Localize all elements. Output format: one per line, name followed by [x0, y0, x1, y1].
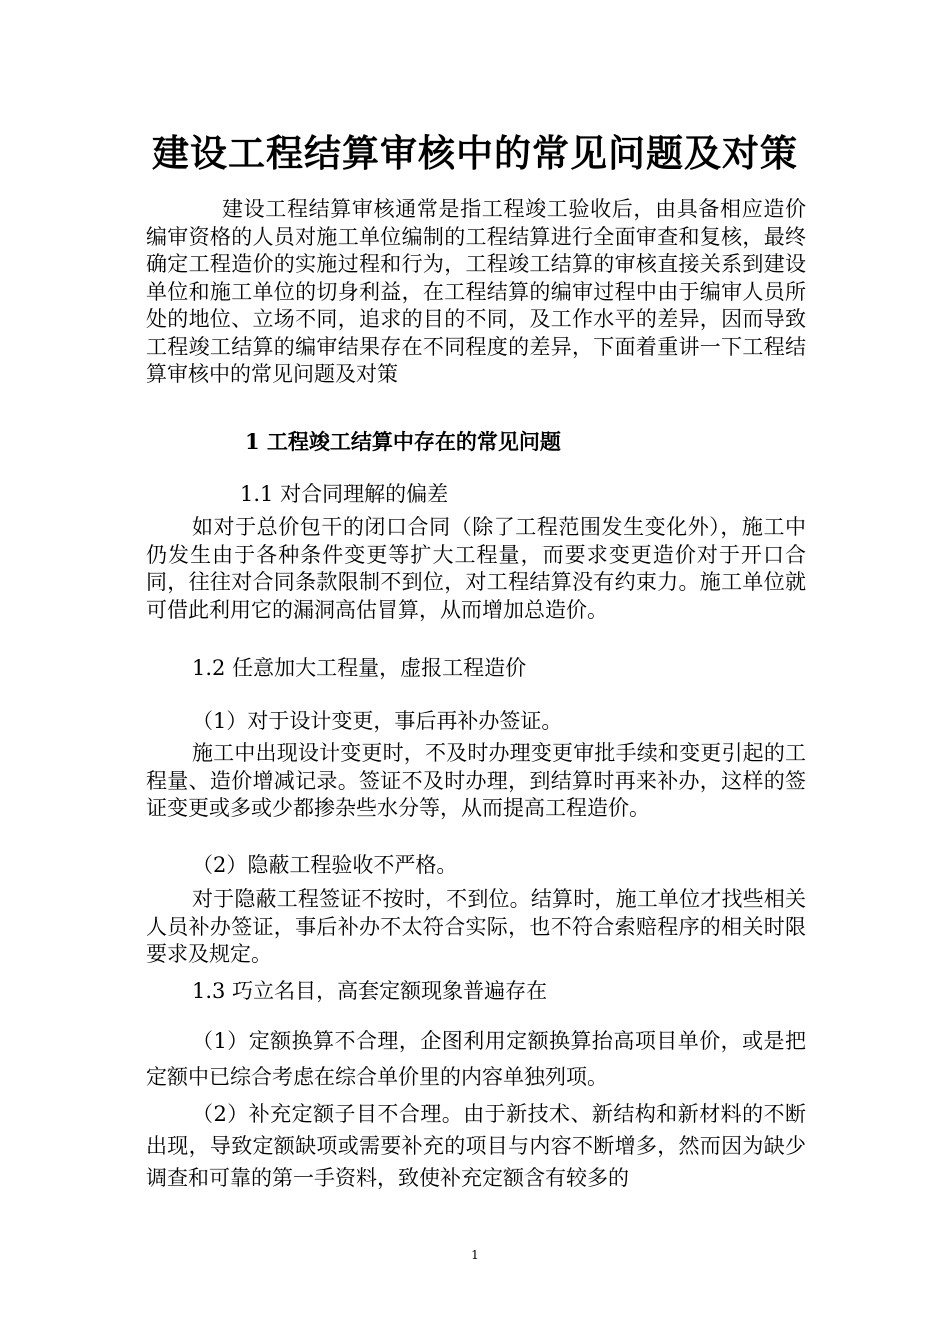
page-number: 1	[471, 1248, 479, 1262]
section-1-1-heading: 1.1 对合同理解的偏差	[240, 482, 449, 506]
section-1-3-item-1: （1）定额换算不合理，企图利用定额换算抬高项目单价，或是把定额中已综合考虑在综合单价里的内容单独列项。	[146, 1029, 806, 1089]
document-title: 建设工程结算审核中的常见问题及对策	[152, 131, 798, 175]
section-1-1-body: 如对于总价包干的闭口合同（除了工程范围发生变化外），施工中仍发生由于各种条件变更等扩大工程量，而要求变更造价对于开口合同，往往对合同条款限制不到位，对工程结算没有约束力。施工单位就可借此利用它的漏洞高估冒算，从而增加总造价。	[146, 515, 806, 622]
intro-paragraph: 建设工程结算审核通常是指工程竣工验收后，由具备相应造价编审资格的人员对施工单位编制的工程结算进行全面审查和复核，最终确定工程造价的实施过程和行为，工程竣工结算的审核直接关系到建设单位和施工单位的切身利益，在工程结算的编审过程中由于编审人员所处的地位、立场不同，追求的目的不同，及工作水平的差异，因而导致工程竣工结算的编审结果存在不同程度的差异，下面着重讲一下工程结算审核中的常见问题及对策	[146, 197, 806, 386]
section-1-2-item-1-body: 施工中出现设计变更时，不及时办理变更审批手续和变更引起的工程量、造价增减记录。签证不及时办理，到结算时再来补办，这样的签证变更或多或少都掺杂些水分等，从而提高工程造价。	[146, 741, 806, 820]
section-1-3-heading: 1.3 巧立名目，高套定额现象普遍存在	[192, 979, 548, 1003]
section-1-2-item-2-body: 对于隐蔽工程签证不按时，不到位。结算时，施工单位才找些相关人员补办签证，事后补办不太符合实际，也不符合索赔程序的相关时限要求及规定。	[146, 887, 806, 966]
section-1-heading: 1 工程竣工结算中存在的常见问题	[245, 429, 561, 454]
section-1-3-item-2: （2）补充定额子目不合理。由于新技术、新结构和新材料的不断出现，导致定额缺项或需要补充的项目与内容不断增多，然而因为缺少调查和可靠的第一手资料，致使补充定额含有较多的	[146, 1102, 806, 1190]
section-1-2-item-2: （2）隐蔽工程验收不严格。	[192, 853, 458, 877]
section-1-2-item-1: （1）对于设计变更，事后再补办签证。	[192, 709, 563, 733]
section-1-2-heading: 1.2 任意加大工程量，虚报工程造价	[192, 656, 527, 680]
